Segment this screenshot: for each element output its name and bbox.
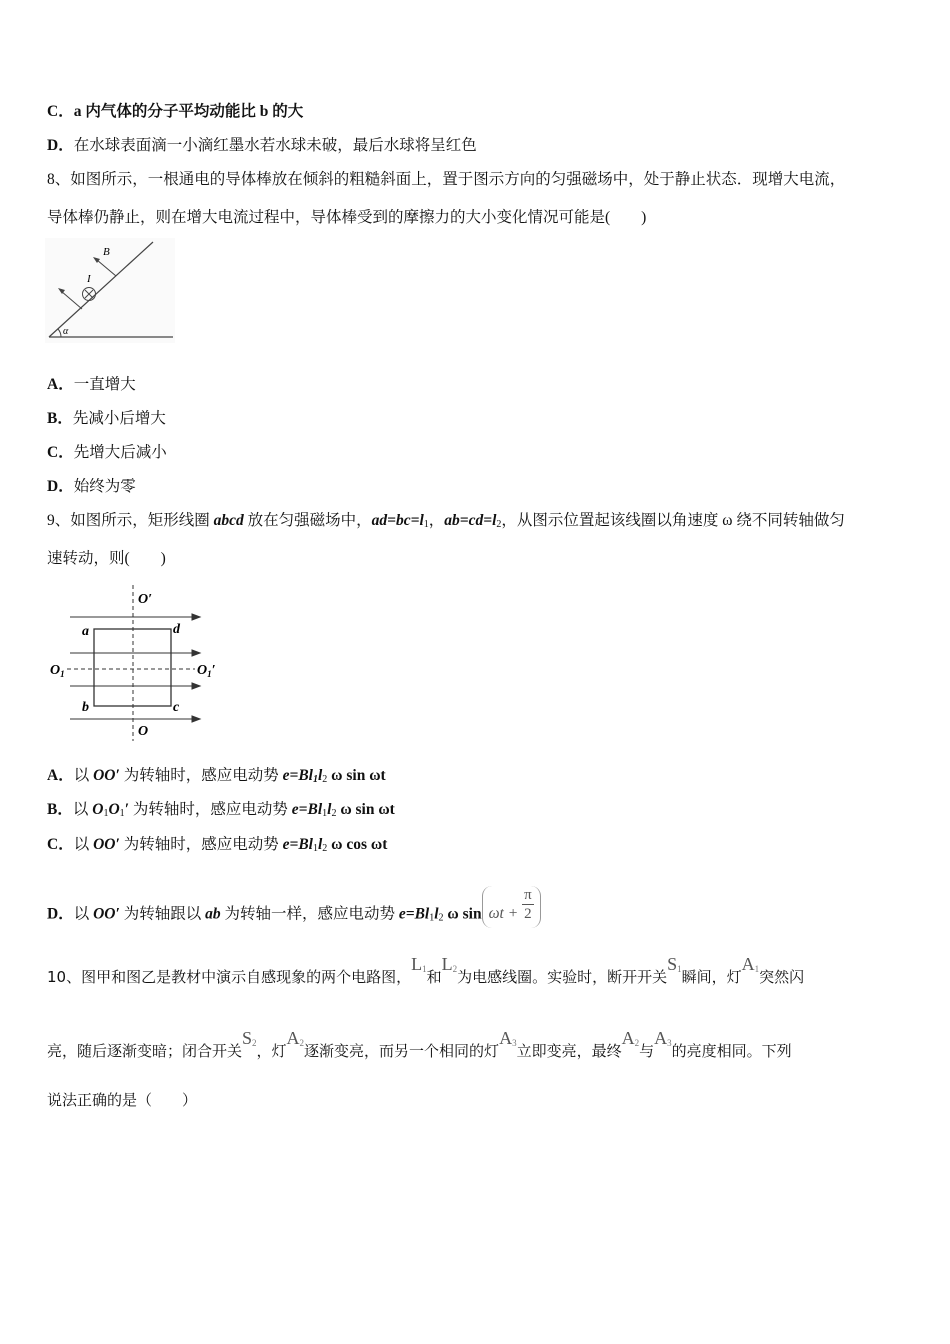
option-text: 为转轴跟以 (119, 905, 206, 923)
symbol-A3: $A_3$ (654, 1028, 672, 1048)
option-text: 以 (73, 905, 94, 923)
q7-option-d (47, 136, 477, 156)
label-O-prime: O′ (138, 592, 153, 607)
q9-option-d: D．以 OO′ 为转轴跟以 ab 为转轴一样，感应电动势 $e=Bl_1l_2$ ω sin ωt + $\frac{\pi}{2}$ (47, 894, 541, 936)
symbol-A2: $A_2$ (286, 1028, 305, 1048)
stem-text: ，从图示位置起该线圈以角速度 ω 绕不同转轴做匀 (501, 512, 845, 529)
option-letter: C． (47, 444, 74, 461)
phase-expression (482, 886, 541, 928)
formula-tail: ω sin (447, 905, 482, 923)
option-text: a 内气体的分子平均动能比 b 的大 (73, 103, 304, 120)
denominator: 2 (524, 906, 532, 922)
stem-math: abcd (213, 512, 244, 529)
q9-option-a: A．以 OO′ 为转轴时，感应电动势 $e=Bl_1l_2$ ω sin ωt (47, 767, 386, 785)
label-B: B (103, 246, 110, 258)
option-text: 为转轴时，感应电动势 (129, 801, 292, 818)
formula: e=Bl (282, 836, 313, 853)
option-letter: D． (47, 905, 74, 923)
axis-label: ab (205, 905, 221, 923)
label-b: b (82, 700, 89, 715)
q9-option-c: C．以 OO′ 为转轴时，感应电动势 $e=Bl_1l_2$ ω cos ωt (47, 836, 388, 854)
q8-stem-line1: 8、如图所示，一根通电的导体棒放在倾斜的粗糙斜面上，置于图示方向的匀强磁场中，处于静止状态．现增大电流， (47, 171, 846, 188)
phase-text: ωt + (488, 905, 523, 923)
option-text: 以 (73, 767, 94, 784)
option-letter: C． (47, 103, 74, 120)
formula: e=Bl (291, 801, 323, 818)
option-letter: B． (47, 801, 73, 818)
stem-text: 的亮度相同。下列 (671, 1042, 792, 1060)
option-letter: B． (47, 410, 73, 427)
formula-tail: ω cos ωt (331, 836, 388, 853)
symbol-A1: $A_1$ (741, 954, 760, 974)
option-text: 先增大后减小 (73, 444, 167, 461)
q8-option-a (47, 375, 136, 395)
q8-stem-line2: 导体棒仍静止，则在增大电流过程中，导体棒受到的摩擦力的大小变化情况可能是( ) (47, 209, 647, 226)
label-a: a (82, 624, 89, 639)
label-c: c (173, 700, 180, 715)
q10-stem-line2 (47, 1028, 792, 1065)
label-O1-prime: $O_1'$ (197, 663, 216, 679)
option-text: 一直增大 (73, 376, 136, 393)
q9-stem-line2: 速转动，则( ) (47, 550, 166, 567)
stem-text: 和 (426, 968, 442, 986)
axis-label: OO′ (93, 767, 120, 784)
axis-label: OO′ (93, 905, 120, 923)
stem-text: 突然闪 (759, 968, 805, 986)
symbol-A2: $A_2$ (621, 1028, 640, 1048)
subscript: 2 (496, 519, 502, 530)
formula-tail: ω sin ωt (340, 801, 395, 818)
q9-coil-figure (45, 583, 230, 743)
axis-label: OO′ (93, 836, 120, 853)
stem-text: ， (428, 512, 445, 529)
q8-option-d (47, 477, 136, 497)
label-alpha: α (63, 326, 69, 337)
stem-text: 亮，随后逐渐变暗；闭合开关 (47, 1042, 243, 1060)
formula: e=Bl (282, 767, 313, 784)
q9-stem-line1 (47, 511, 845, 535)
formula-tail: ω sin ωt (331, 767, 386, 784)
label-O1: $O_1$ (50, 663, 65, 679)
stem-text: 瞬间，灯 (681, 968, 742, 986)
stem-text: 10、图甲和图乙是教材中演示自感现象的两个电路图， (47, 968, 412, 986)
option-letter: A． (47, 767, 74, 784)
symbol-S2: $S_2$ (242, 1028, 257, 1048)
stem-text: ，灯 (256, 1042, 287, 1060)
q9-option-b: B．以 $O_1O_1'$ 为转轴时，感应电动势 $e=Bl_1l_2$ ω sin ωt (47, 801, 395, 819)
label-I: I (87, 273, 91, 285)
label-d: d (173, 622, 180, 637)
symbol-L1: $L_1$ (411, 954, 427, 974)
option-letter: C． (47, 836, 74, 853)
option-text: 为转轴时，感应电动势 (119, 767, 283, 784)
q8-option-c (47, 443, 167, 463)
option-text: 为转轴一样，感应电动势 (220, 905, 399, 923)
option-letter: A． (47, 376, 74, 393)
numerator: π (524, 887, 532, 903)
stem-text: 9、如图所示，矩形线圈 (47, 512, 214, 529)
option-text: 先减小后增大 (72, 410, 166, 427)
subscript: 1 (423, 519, 429, 530)
q7-option-c (47, 102, 303, 122)
symbol-S1: $S_1$ (667, 954, 682, 974)
formula: e=Bl (398, 905, 430, 923)
stem-text: 放在匀强磁场中， (243, 512, 372, 529)
option-text: 以 (72, 801, 93, 818)
option-letter: D． (47, 478, 74, 495)
option-text: 始终为零 (73, 478, 136, 495)
stem-math: ad=bc=l (371, 512, 424, 529)
option-text: 以 (73, 836, 94, 853)
symbol-L2: $L_2$ (441, 954, 458, 974)
stem-text: 与 (639, 1042, 655, 1060)
symbol-A3: $A_3$ (499, 1028, 517, 1048)
stem-math: ab=cd=l (444, 512, 497, 529)
stem-text: 立即变亮，最终 (516, 1042, 622, 1060)
stem-text: 为电感线圈。实验时，断开开关 (457, 968, 668, 986)
axis-label: O (92, 801, 104, 818)
option-text: 为转轴时，感应电动势 (119, 836, 283, 853)
fraction (522, 886, 534, 923)
q10-stem-line1 (47, 954, 805, 991)
option-text: 在水球表面滴一小滴红墨水若水球未破，最后水球将呈红色 (73, 137, 477, 154)
q10-stem-line3: 说法正确的是（ ） (47, 1091, 198, 1109)
label-O: O (138, 724, 149, 739)
stem-text: 逐渐变亮，而另一个相同的灯 (304, 1042, 500, 1060)
q8-option-b (47, 409, 166, 429)
q8-incline-figure (45, 238, 175, 343)
option-letter: D． (47, 137, 74, 154)
